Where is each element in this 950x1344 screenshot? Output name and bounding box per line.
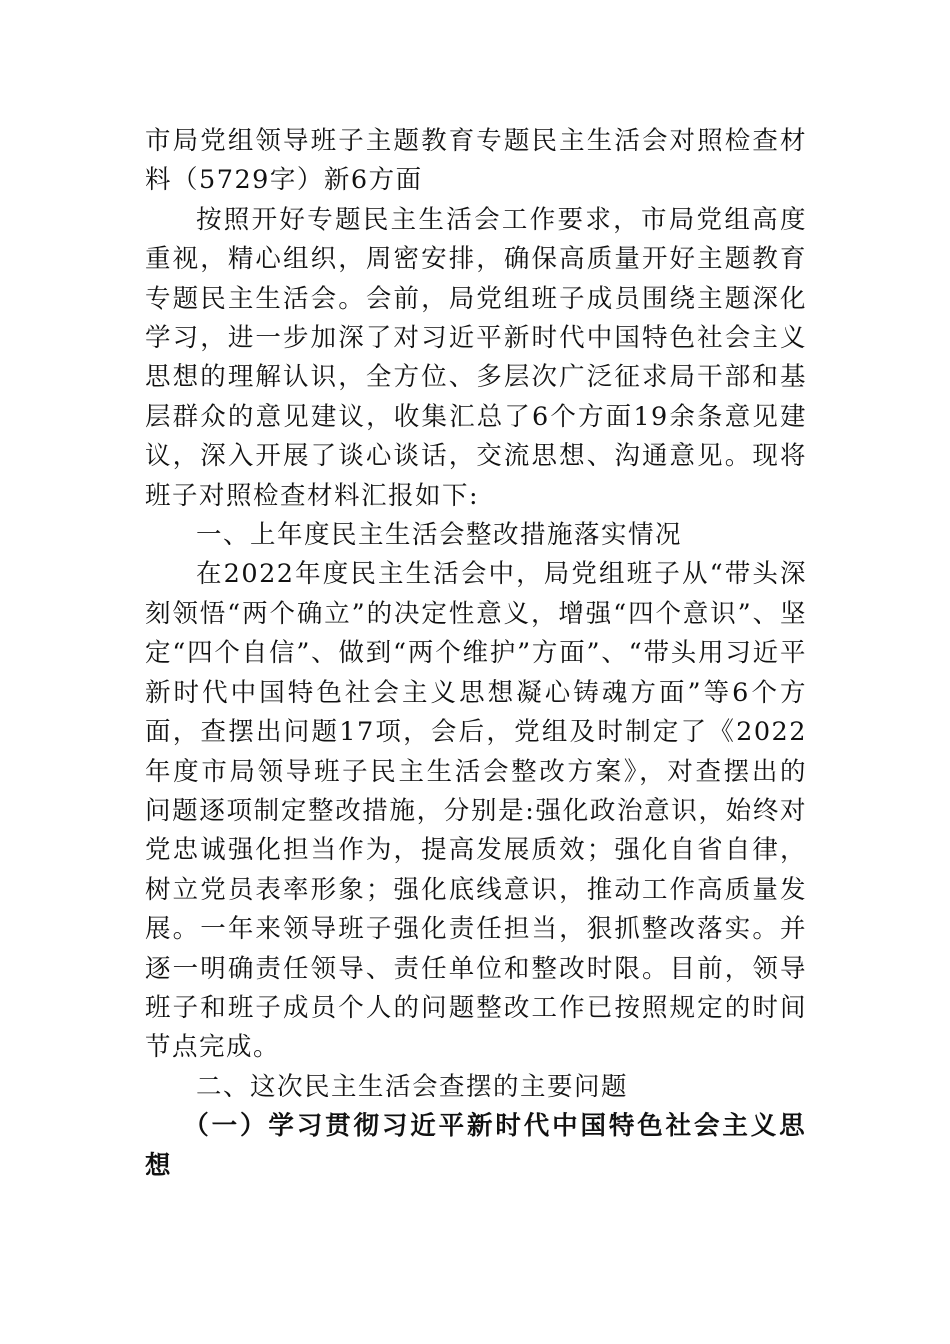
- document-title: 市局党组领导班子主题教育专题民主生活会对照检查材料（5729字）新6方面: [145, 126, 807, 196]
- section-2-heading: 二、这次民主生活会查摆的主要问题: [196, 1071, 629, 1102]
- intro-paragraph: 按照开好专题民主生活会工作要求，市局党组高度重视，精心组织，周密安排，确保高质量开好主题教育专题民主生活会。会前，局党组班子成员围绕主题深化学习，进一步加深了对习近平新时代中国特色社会主义思想的理解认识，全方位、多层次广泛征求局干部和基层群众的意见建议，收集汇总了6个方面19余条意见建议，深入开展了谈心谈话，交流思想、沟通意见。现将班子对照检查材料汇报如下:: [145, 204, 807, 511]
- document-body: [145, 122, 807, 1186]
- subsection-1-heading: （一）学习贯彻习近平新时代中国特色社会主义思想: [145, 1111, 807, 1181]
- section-1-heading: 一、上年度民主生活会整改措施落实情况: [196, 520, 683, 551]
- section-1-paragraph: 在2022年度民主生活会中，局党组班子从“带头深刻领悟“两个确立”的决定性意义，增强“四个意识”、坚定“四个自信”、做到“两个维护”方面”、“带头用习近平新时代中国特色社会主义思想凝心铸魂方面”等6个方面，查摆出问题17项，会后，党组及时制定了《2022年度市局领导班子民主生活会整改方案》，对查摆出的问题逐项制定整改措施，分别是:强化政治意识，始终对党忠诚强化担当作为，提高发展质效；强化自省自律，树立党员表率形象；强化底线意识，推动工作高质量发展。一年来领导班子强化责任担当，狠抓整改落实。并逐一明确责任领导、责任单位和整改时限。目前，领导班子和班子成员个人的问题整改工作已按照规定的时间节点完成。: [145, 559, 807, 1063]
